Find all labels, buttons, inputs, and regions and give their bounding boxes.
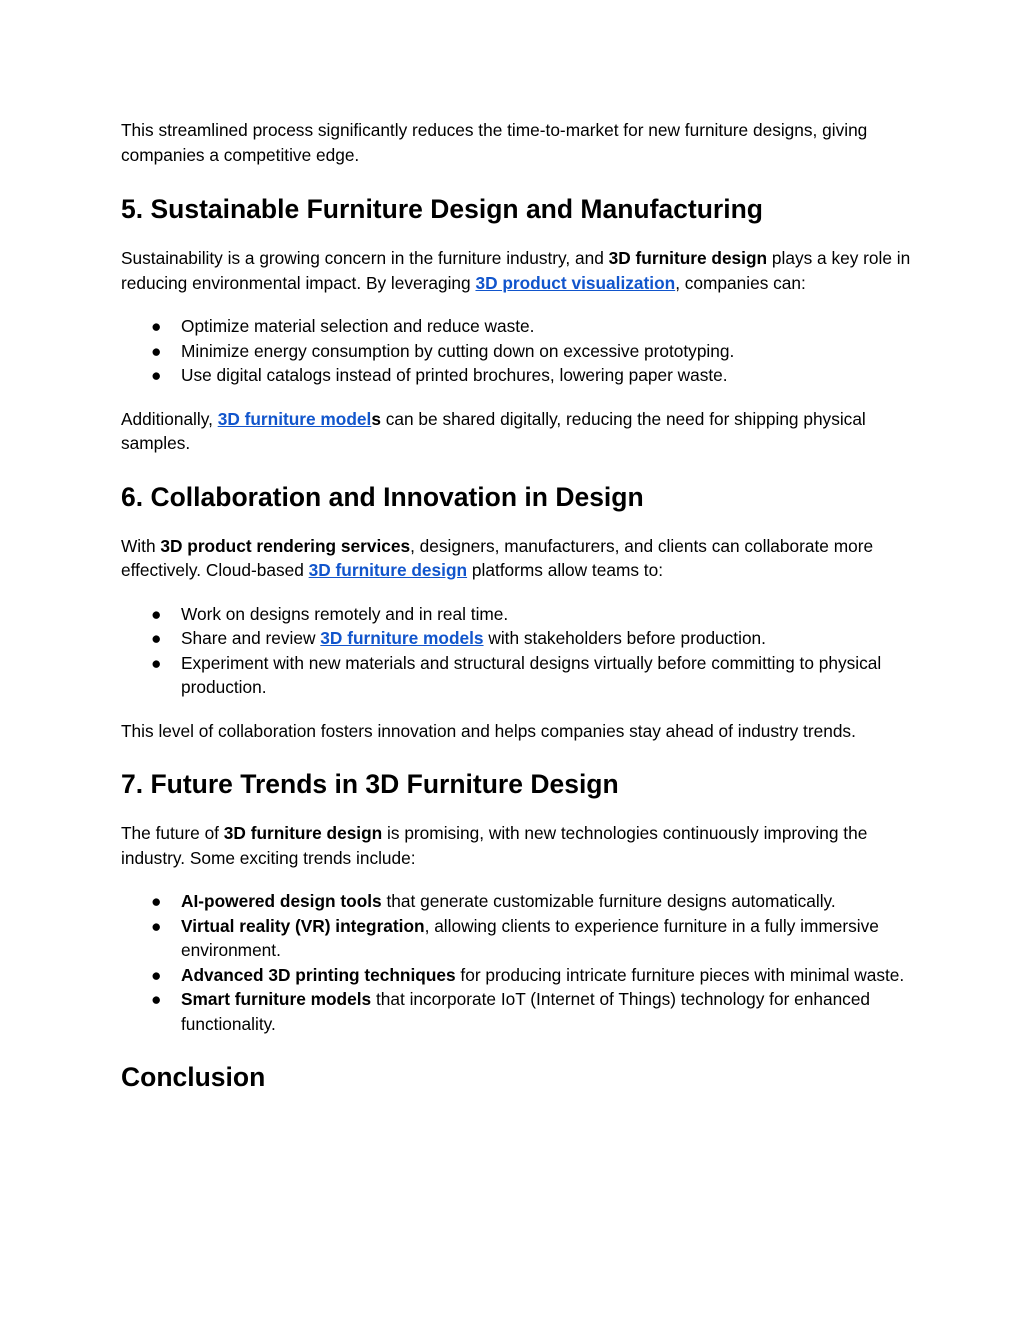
text-run: for producing intricate furniture pieces with minimal waste. (455, 964, 905, 985)
list-item-text: Optimize material selection and reduce waste. (181, 316, 535, 336)
bullet-icon: ● (151, 891, 162, 911)
section-7-heading: 7. Future Trends in 3D Furniture Design (121, 769, 619, 799)
text-run: can be shared digitally, reducing the need for shipping physical samples. (121, 408, 866, 453)
bullet-icon: ● (151, 628, 162, 648)
list-item-text: Minimize energy consumption by cutting down on excessive prototyping. (181, 340, 735, 361)
list-item (121, 314, 911, 339)
bold-term: AI-powered design tools (181, 891, 382, 911)
text-run: that incorporate IoT (Internet of Things) technology for enhanced functionality. (181, 989, 871, 1034)
bullet-icon: ● (151, 915, 162, 936)
text-run: plays a key role in reducing environmental impact. By leveraging (121, 248, 911, 293)
intro-paragraph (121, 118, 911, 167)
conclusion-heading: Conclusion (121, 1062, 266, 1092)
list-item-text: Use digital catalogs instead of printed brochures, lowering paper waste. (181, 365, 728, 385)
text-run: , allowing clients to experience furniture in a fully immersive environment. (181, 915, 879, 960)
bullet-icon: ● (151, 603, 162, 624)
list-item (121, 987, 911, 1036)
bold-term: 3D furniture design (223, 823, 383, 843)
section-5-paragraph (121, 246, 911, 295)
list-item (121, 339, 911, 364)
section-7-bullet-list (121, 889, 911, 1036)
text-run: With (121, 535, 161, 556)
list-item (121, 651, 911, 700)
text-run: Sustainability is a growing concern in the furniture industry, and (121, 248, 609, 268)
list-item (121, 914, 911, 963)
bold-term: Virtual reality (VR) integration (181, 915, 425, 936)
section-6-heading: 6. Collaboration and Innovation in Design (121, 481, 644, 512)
text-run: that generate customizable furniture designs automatically. (381, 891, 836, 911)
bullet-icon: ● (151, 316, 162, 336)
text-run: is promising, with new technologies continuously improving the industry. Some exciting trends include: (121, 823, 868, 868)
bullet-icon: ● (151, 365, 162, 385)
section-6-paragraph (121, 534, 911, 583)
list-item (121, 602, 911, 627)
section-5-paragraph-2 (121, 407, 911, 456)
list-item (121, 363, 911, 388)
text-run: This level of collaboration fosters innovation and helps companies stay ahead of industry trends. (121, 720, 856, 741)
bullet-icon: ● (151, 652, 162, 673)
section-6-bullet-list (121, 602, 911, 700)
text-run: Additionally, (121, 408, 218, 429)
text-run: platforms allow teams to: (467, 560, 664, 580)
section-5-heading: 5. Sustainable Furniture Design and Manufacturing (121, 194, 763, 224)
bold-term: Advanced 3D printing techniques (181, 964, 456, 985)
bullet-icon: ● (151, 964, 162, 985)
text-run: , companies can: (675, 272, 806, 293)
section-5-bullet-list (121, 314, 911, 388)
bold-term: s (371, 408, 381, 429)
list-item (121, 889, 911, 914)
list-item-text: Work on designs remotely and in real time. (181, 603, 509, 624)
bold-term: 3D furniture design (608, 248, 768, 268)
bold-term: Smart furniture models (181, 989, 372, 1009)
document-page (121, 118, 911, 1094)
link-3d-furniture-model[interactable]: 3D furniture model (217, 408, 372, 429)
list-item (121, 626, 911, 651)
text-run: Share and review (181, 628, 321, 648)
text-run: The future of (121, 823, 224, 843)
list-item-text: Experiment with new materials and structural designs virtually before committing to physical production. (181, 652, 882, 697)
link-3d-furniture-design[interactable]: 3D furniture design (308, 560, 468, 580)
bold-term: 3D product rendering services (160, 535, 411, 556)
section-6-paragraph-2 (121, 719, 911, 744)
link-3d-furniture-models[interactable]: 3D furniture models (320, 628, 484, 648)
bullet-icon: ● (151, 340, 162, 361)
text-run: with stakeholders before production. (483, 628, 766, 648)
text-run: , designers, manufacturers, and clients can collaborate more effectively. Cloud-based (121, 535, 874, 580)
section-7-paragraph (121, 821, 911, 870)
link-3d-product-visualization[interactable]: 3D product visualization (475, 272, 676, 293)
bullet-icon: ● (151, 989, 162, 1009)
intro-text: This streamlined process significantly reduces the time-to-market for new furniture designs, giving companies a competitive edge. (121, 120, 868, 165)
list-item (121, 963, 911, 988)
